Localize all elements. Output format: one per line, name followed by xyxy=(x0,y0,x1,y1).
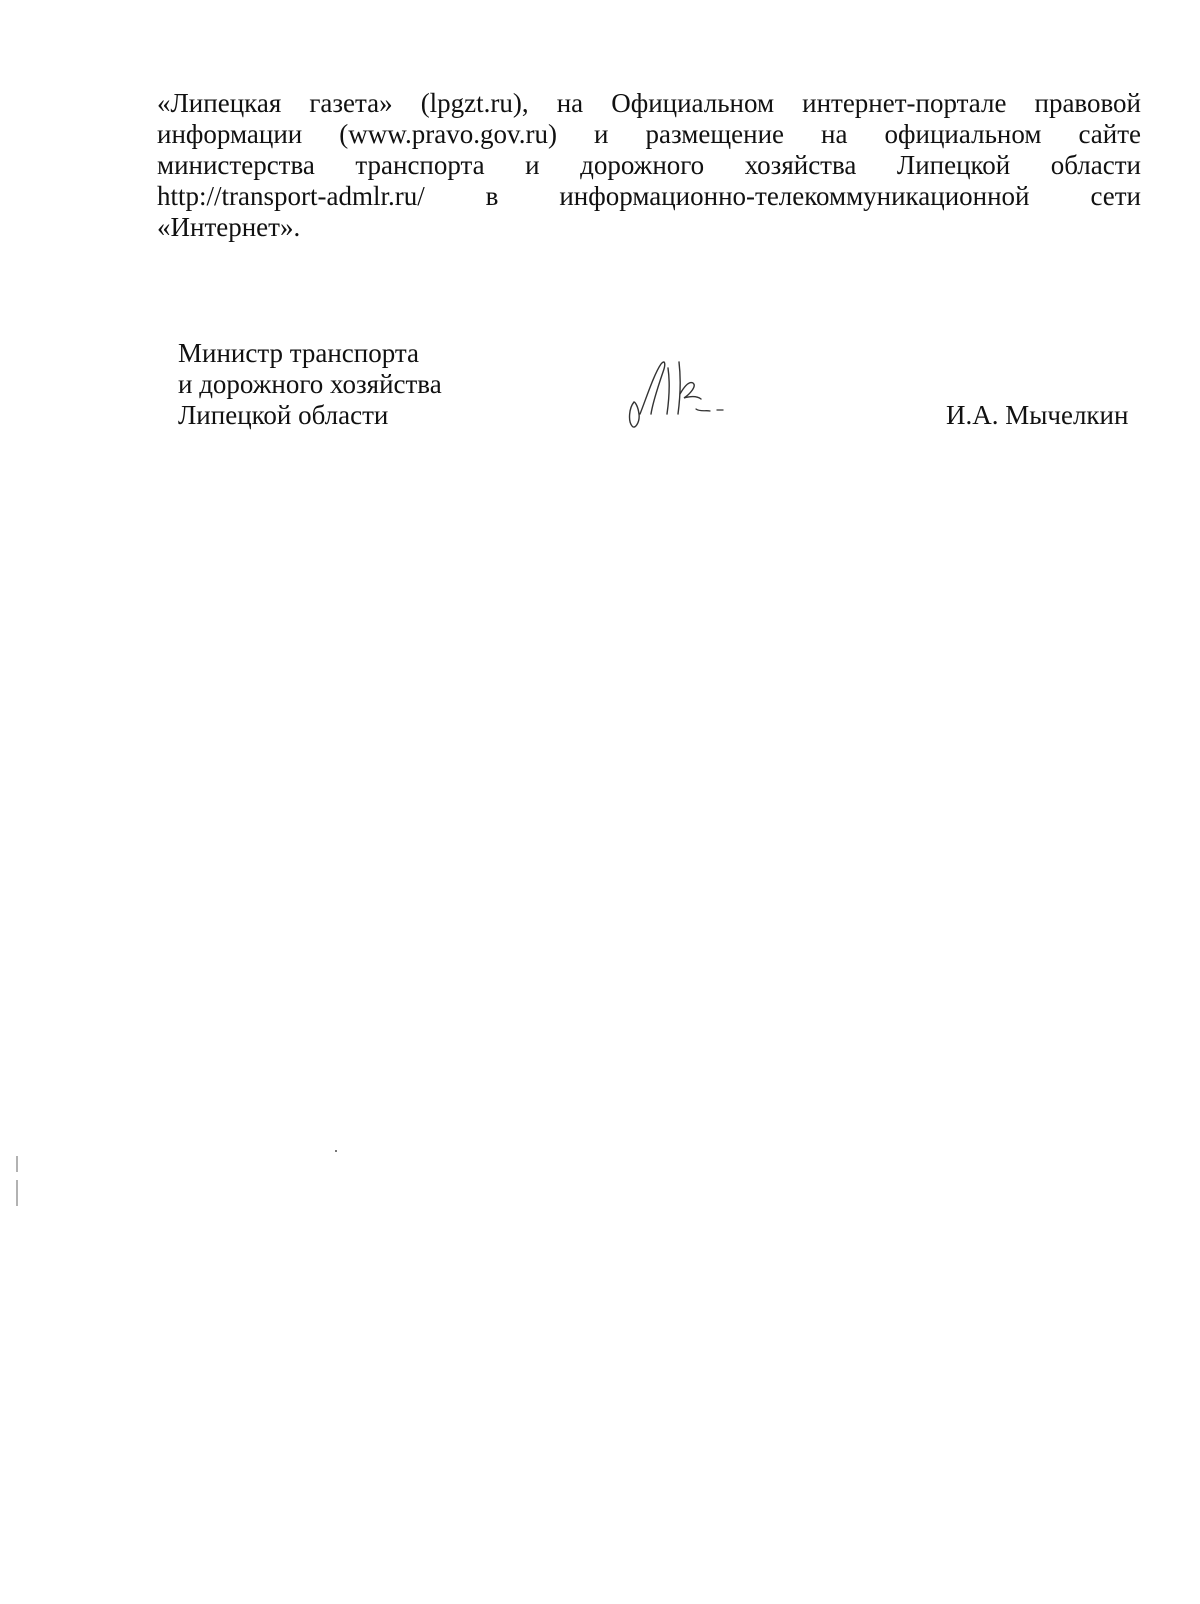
scan-artifact xyxy=(335,1150,337,1152)
paragraph-line: министерства транспорта и дорожного хозяйства Липецкой области xyxy=(157,150,1141,180)
signatory-title-line: и дорожного хозяйства xyxy=(178,369,442,399)
paragraph-line: «Липецкая газета» (lpgzt.ru), на Официальном интернет-портале правовой xyxy=(157,88,1141,118)
paragraph-line: информации (www.pravo.gov.ru) и размещение на официальном сайте xyxy=(157,119,1141,149)
handwritten-signature xyxy=(626,354,746,444)
body-paragraph xyxy=(157,88,1141,243)
signatory-title-line: Министр транспорта xyxy=(178,338,419,368)
signatory-title-line: Липецкой области xyxy=(178,400,389,430)
scan-artifact xyxy=(16,1156,18,1206)
paragraph-line: «Интернет». xyxy=(157,212,301,242)
paragraph-line: http://transport-admlr.ru/ в информационно-телекоммуникационной сети xyxy=(157,181,1141,211)
signatory-title xyxy=(178,338,442,431)
signatory-name: И.А. Мычелкин xyxy=(946,400,1129,430)
